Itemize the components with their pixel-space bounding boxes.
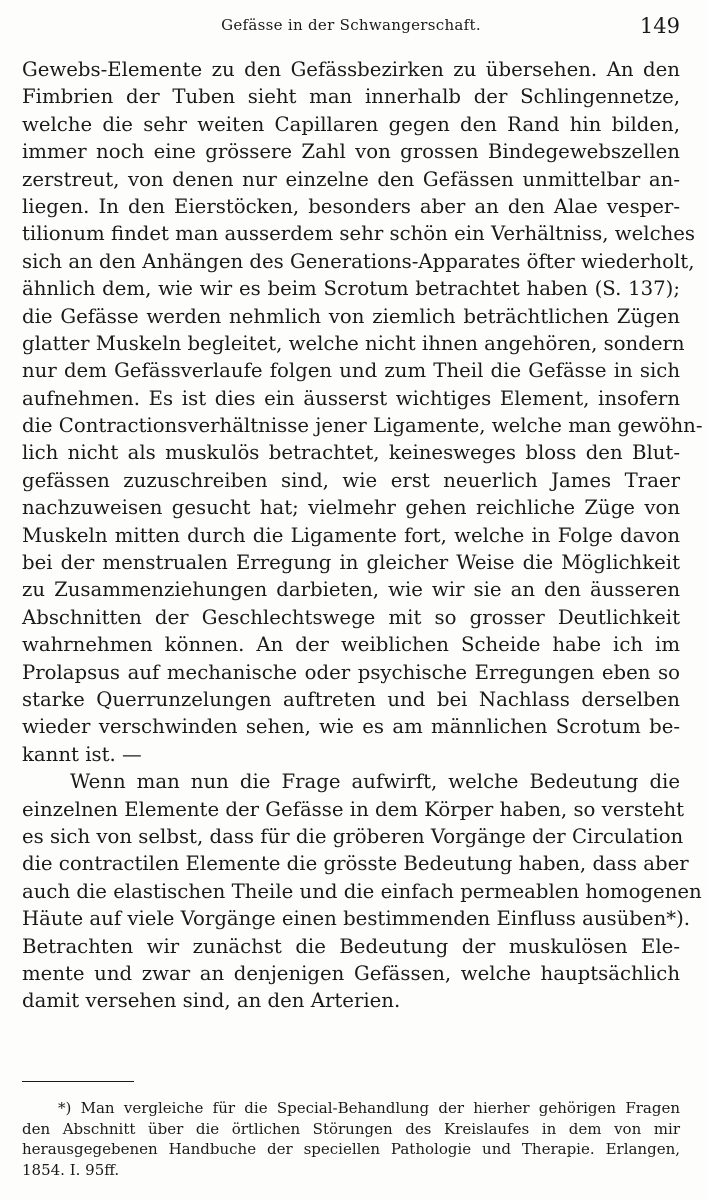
- text-line: Muskeln mitten durch die Ligamente fort, welche in Folge davon: [22, 523, 680, 547]
- text-line: Fimbrien der Tuben sieht man innerhalb der Schlingennetze,: [22, 85, 680, 109]
- text-line: zerstreut, von denen nur einzelne den Gefässen unmittelbar an-: [22, 167, 680, 191]
- paragraph-1: [22, 56, 703, 768]
- text-line: einzelnen Elemente der Gefässe in dem Körper haben, so versteht: [22, 797, 685, 821]
- text-line: aufnehmen. Es ist dies ein äusserst wichtiges Element, insofern: [22, 386, 680, 410]
- text-line: sich an den Anhängen des Generations-Apparates öfter wiederholt,: [22, 249, 695, 273]
- text-line: die Contractionsverhältnisse jener Ligamente, welche man gewöhn-: [22, 414, 703, 438]
- text-line: die Gefässe werden nehmlich von ziemlich beträchtlichen Zügen: [22, 304, 680, 328]
- footnote-line: herausgegebenen Handbuche der speciellen Pathologie und Therapie. Erlangen,: [22, 1140, 680, 1158]
- main-text: [22, 56, 703, 1015]
- text-line: auch die elastischen Theile und die einfach permeablen homogenen: [22, 879, 702, 903]
- text-line: glatter Muskeln begleitet, welche nicht ihnen angehören, sondern: [22, 331, 685, 355]
- text-line: wieder verschwinden sehen, wie es am männlichen Scrotum be-: [22, 715, 680, 739]
- text-line: welche die sehr weiten Capillaren gegen den Rand hin bilden,: [22, 112, 680, 136]
- text-line: Abschnitten der Geschlechtswege mit so grosser Deutlichkeit: [22, 605, 680, 629]
- text-line: kannt ist. —: [22, 742, 142, 766]
- page-header: [22, 10, 680, 44]
- text-line: Häute auf viele Vorgänge einen bestimmenden Einfluss ausüben*).: [22, 907, 691, 931]
- text-line: die contractilen Elemente die grösste Bedeutung haben, dass aber: [22, 852, 689, 876]
- text-line: nur dem Gefässverlaufe folgen und zum Theil die Gefässe in sich: [22, 359, 680, 383]
- paragraph-2: [22, 768, 702, 1015]
- text-line: wahrnehmen können. An der weiblichen Scheide habe ich im: [22, 633, 680, 657]
- text-line: liegen. In den Eierstöcken, besonders aber an den Alae vesper-: [22, 194, 680, 218]
- text-line: tilionum findet man ausserdem sehr schön ein Verhältniss, welches: [22, 222, 696, 246]
- footnote-line: den Abschnitt über die örtlichen Störungen des Kreislaufes in dem von mir: [22, 1119, 680, 1138]
- text-line: immer noch eine grössere Zahl von grossen Bindegewebszellen: [22, 140, 680, 164]
- text-line: lich nicht als muskulös betrachtet, keinesweges bloss den Blut-: [22, 441, 680, 465]
- text-line: es sich von selbst, dass für die gröberen Vorgänge der Circulation: [22, 824, 684, 848]
- page-number: 149: [639, 14, 680, 38]
- text-line: Prolapsus auf mechanische oder psychische Erregungen eben so: [22, 660, 680, 684]
- text-line: Wenn man nun die Frage aufwirft, welche Bedeutung die: [70, 770, 680, 794]
- text-line: mente und zwar an denjenigen Gefässen, welche hauptsächlich: [22, 961, 680, 985]
- text-line: nachzuweisen gesucht hat; vielmehr gehen reichliche Züge von: [22, 496, 680, 520]
- footnote-line: *) Man vergleiche für die Special-Behandlung der hierher gehörigen Fragen: [58, 1099, 680, 1117]
- text-line: ähnlich dem, wie wir es beim Scrotum betrachtet haben (S. 137);: [22, 277, 680, 301]
- running-title: Gefässe in der Schwangerschaft.: [221, 16, 481, 34]
- text-line: Gewebs-Elemente zu den Gefässbezirken zu übersehen. An den: [22, 58, 680, 81]
- footnote-line: 1854. I. 95ff.: [22, 1160, 120, 1179]
- text-line: zu Zusammenziehungen darbieten, wie wir sie an den äusseren: [22, 578, 680, 602]
- footnote-rule: [22, 1081, 134, 1082]
- text-line: bei der menstrualen Erregung in gleicher Weise die Möglichkeit: [22, 551, 680, 575]
- footnote: [22, 1098, 680, 1180]
- text-line: Betrachten wir zunächst die Bedeutung der muskulösen Ele-: [22, 934, 680, 958]
- text-line: gefässen zuzuschreiben sind, wie erst neuerlich James Traer: [22, 468, 680, 492]
- text-line: starke Querrunzelungen auftreten und bei Nachlass derselben: [22, 687, 680, 711]
- text-line: damit versehen sind, an den Arterien.: [22, 989, 401, 1013]
